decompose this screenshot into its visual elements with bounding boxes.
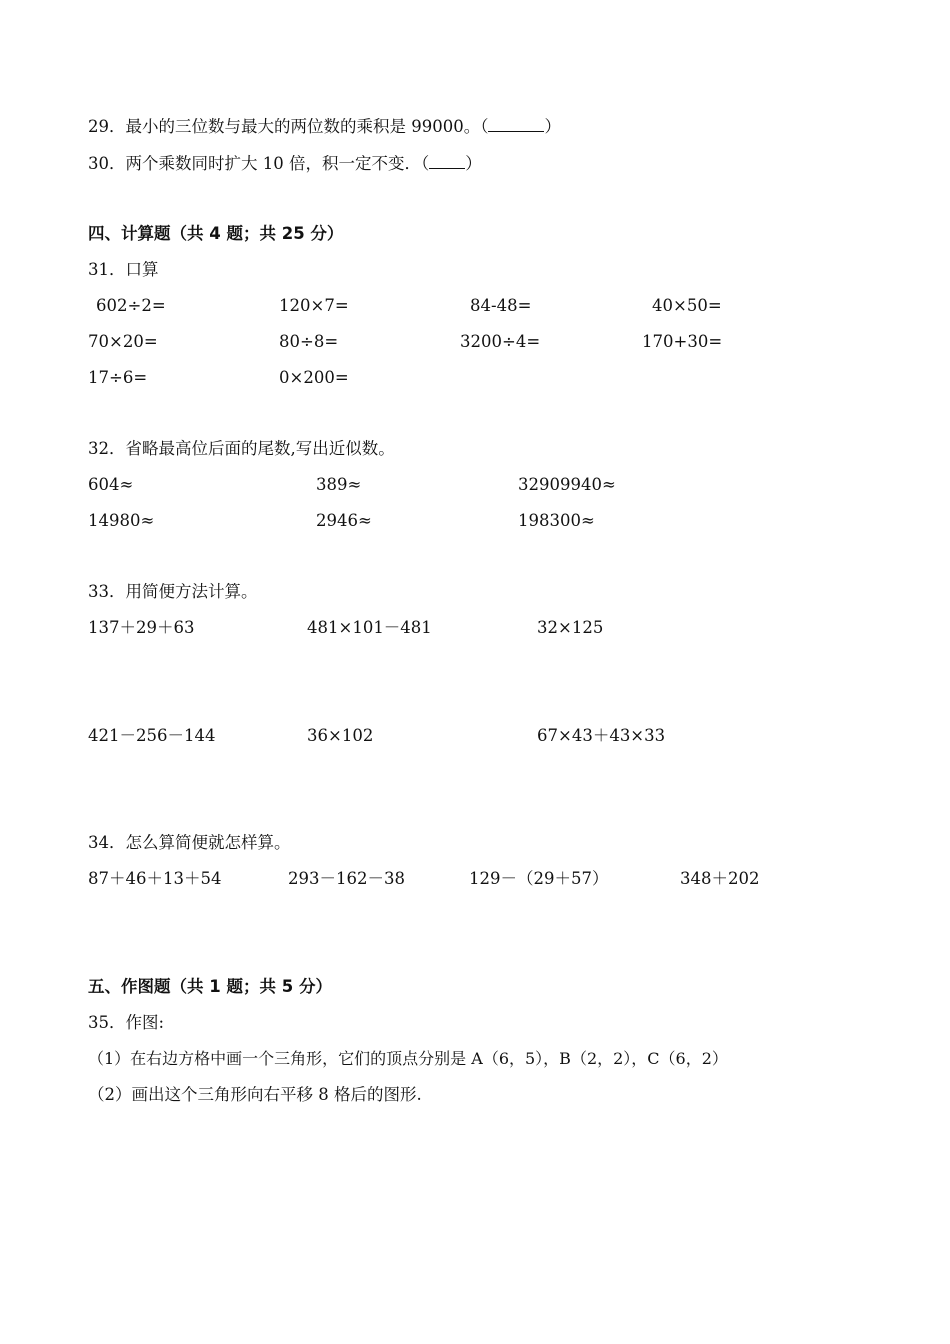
q32-item: 198300≈ [518,511,595,530]
question-29-text: 29．最小的三位数与最大的两位数的乘积是 99000。（ [88,117,489,136]
q32-item: 14980≈ [88,511,155,530]
q32-item: 389≈ [316,475,362,494]
q34-item: 87＋46＋13＋54 [88,869,222,888]
question-35-part-2: （2）画出这个三角形向右平移 8 格后的图形. [88,1085,422,1104]
q33-item: 67×43＋43×33 [537,726,666,745]
question-35-part-1: （1）在右边方格中画一个三角形，它们的顶点分别是 A（6，5），B（2，2），C（6，2） [88,1049,728,1068]
q33-item: 421－256－144 [88,726,216,745]
question-33-title: 33．用简便方法计算。 [88,582,258,601]
q31-item: 3200÷4= [460,332,541,351]
answer-blank-29[interactable] [488,117,544,132]
q33-item: 36×102 [307,726,374,745]
q32-item: 32909940≈ [518,475,616,494]
question-31-title: 31．口算 [88,260,159,279]
question-29: 29．最小的三位数与最大的两位数的乘积是 99000。（ ） [88,117,561,136]
section-4-heading: 四、计算题（共 4 题；共 25 分） [88,224,344,243]
question-30: 30．两个乘数同时扩大 10 倍，积一定不变．（ ） [88,154,482,173]
q31-item: 70×20= [88,332,158,351]
q32-item: 2946≈ [316,511,372,530]
q31-item: 80÷8= [279,332,339,351]
q31-item: 170+30= [642,332,723,351]
q31-item: 40×50= [652,296,722,315]
q31-item: 0×200= [279,368,349,387]
q31-item: 602÷2= [96,296,166,315]
question-34-title: 34．怎么算简便就怎样算。 [88,833,291,852]
q31-item: 120×7= [279,296,349,315]
q34-item: 348＋202 [680,869,760,888]
q32-item: 604≈ [88,475,134,494]
question-32-title: 32．省略最高位后面的尾数,写出近似数。 [88,439,395,458]
answer-blank-30[interactable] [429,154,465,169]
section-5-heading: 五、作图题（共 1 题；共 5 分） [88,977,332,996]
q33-item: 481×101－481 [307,618,432,637]
q31-item: 17÷6= [88,368,148,387]
q31-item: 84-48= [470,296,532,315]
question-30-text: 30．两个乘数同时扩大 10 倍，积一定不变．（ [88,154,430,173]
q33-item: 137＋29＋63 [88,618,195,637]
q34-item: 129－（29＋57） [469,869,609,888]
q33-item: 32×125 [537,618,604,637]
question-35-title: 35．作图: [88,1013,165,1032]
q34-item: 293－162－38 [288,869,405,888]
